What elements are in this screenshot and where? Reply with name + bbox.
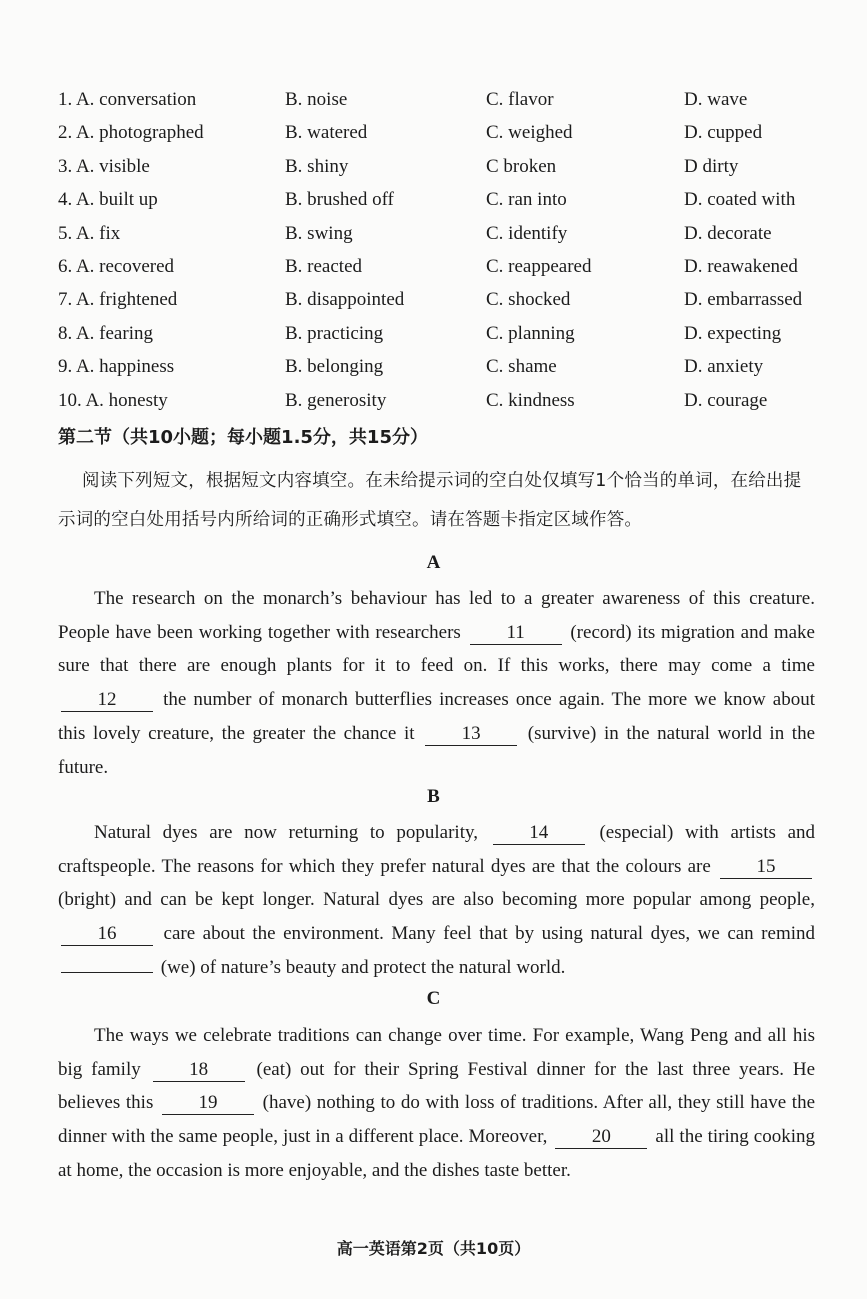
option-7-b: B. disappointed — [285, 289, 405, 311]
option-row — [58, 220, 818, 253]
passage-c-text-2: (eat) out for their Spring Festival dinner for the last three years. He believes this — [58, 1058, 816, 1114]
option-8-c: C. planning — [486, 322, 575, 344]
option-5-b: B. swing — [285, 222, 353, 244]
option-7-a: 7. A. frightened — [58, 289, 178, 311]
option-row — [58, 286, 818, 319]
option-row — [58, 153, 818, 186]
section-instructions: 阅读下列短文，根据短文内容填空。在未给提示词的空白处仅填写1个恰当的单词，在给出提示词的空白处用括号内所给词的正确形式填空。请在答题卡指定区域作答。 — [58, 471, 802, 530]
passage-b-text-1: Natural dyes are now returning to popularity, — [94, 822, 479, 843]
passage-a — [58, 582, 815, 784]
option-3-b: B. shiny — [285, 155, 349, 177]
option-1-c: C. flavor — [486, 89, 554, 110]
blank-11[interactable]: 11 — [470, 622, 562, 645]
option-8-b: B. practicing — [285, 322, 384, 344]
passage-b-text-3: (bright) and can be kept longer. Natural dyes are also becoming more popular among people, — [58, 889, 815, 911]
option-10-d: D. courage — [684, 389, 768, 411]
blank-13[interactable]: 13 — [425, 723, 517, 746]
blank-19[interactable]: 19 — [162, 1092, 254, 1115]
option-2-b: B. watered — [285, 122, 368, 144]
option-9-d: D. anxiety — [684, 356, 764, 378]
section-heading: 第二节（共10小题；每小题1.5分，共15分） — [58, 427, 428, 448]
option-row — [58, 86, 818, 119]
passage-a-text-1: The research on the monarch’s behaviour has led to a greater awareness of this creature. People have been working together with researchers — [58, 588, 815, 643]
option-3-a: 3. A. visible — [58, 155, 150, 177]
blank-15[interactable]: 15 — [720, 856, 812, 879]
option-6-a: 6. A. recovered — [58, 255, 175, 277]
option-6-d: D. reawakened — [684, 255, 798, 277]
option-row — [58, 320, 818, 353]
option-5-d: D. decorate — [684, 222, 772, 244]
option-9-a: 9. A. happiness — [58, 356, 175, 378]
option-3-c: C broken — [486, 155, 557, 177]
option-row — [58, 353, 818, 386]
blank-12[interactable]: 12 — [61, 689, 153, 712]
option-8-a: 8. A. fearing — [58, 322, 153, 344]
option-5-c: C. identify — [486, 222, 568, 244]
passage-b-text-5: (we) of nature’s beauty and protect the natural world. — [160, 956, 566, 978]
option-9-b: B. belonging — [285, 356, 384, 378]
passage-c-title: C — [426, 988, 441, 1009]
passage-a-text-3: the number of monarch butterflies increases once again. The more we know about this lovely creature, the greater the chance it — [58, 689, 815, 744]
option-2-c: C. weighed — [486, 122, 573, 144]
passage-a-title: A — [426, 552, 441, 573]
option-row — [58, 387, 818, 420]
passage-c — [58, 1019, 815, 1188]
option-8-d: D. expecting — [684, 322, 782, 344]
passage-b-text-4: care about the environment. Many feel that by using natural dyes, we can remind — [163, 923, 816, 945]
option-4-b: B. brushed off — [285, 189, 394, 211]
passage-b — [58, 816, 815, 985]
option-6-b: B. reacted — [285, 255, 363, 277]
option-row — [58, 186, 818, 219]
option-5-a: 5. A. fix — [58, 222, 121, 244]
page-footer: 高一英语第2页（共10页） — [336, 1239, 531, 1258]
option-10-a: 10. A. honesty — [58, 389, 168, 411]
option-1-b: B. noise — [285, 89, 348, 110]
option-10-c: C. kindness — [486, 389, 575, 411]
option-4-c: C. ran into — [486, 189, 567, 211]
passage-c-text-3: (have) nothing to do with loss of traditions. After all, they still have the dinner with the same people, just in a different place. Moreover, — [58, 1092, 816, 1148]
option-7-c: C. shocked — [486, 289, 571, 311]
passage-a-text-2: (record) its migration and make sure that there are enough plants for it to feed on. If this works, there may come a time — [58, 621, 815, 677]
option-6-c: C. reappeared — [486, 255, 592, 277]
blank-20[interactable]: 20 — [555, 1126, 647, 1149]
option-2-a: 2. A. photographed — [58, 122, 204, 144]
option-3-d: D dirty — [684, 155, 739, 177]
option-10-b: B. generosity — [285, 389, 387, 411]
passage-b-title: B — [427, 786, 440, 807]
passage-a-text-4: (survive) in the natural world in the future. — [58, 722, 816, 778]
blank-17[interactable] — [61, 972, 153, 973]
blank-18[interactable]: 18 — [153, 1059, 245, 1082]
option-2-d: D. cupped — [684, 122, 763, 144]
option-row — [58, 119, 818, 152]
blank-14[interactable]: 14 — [493, 822, 585, 845]
option-7-d: D. embarrassed — [684, 289, 803, 311]
passage-c-text-4: all the tiring cooking at home, the occasion is more enjoyable, and the dishes taste better. — [58, 1126, 815, 1181]
passage-c-text-1: The ways we celebrate traditions can change over time. For example, Wang Peng and all his big family — [58, 1025, 815, 1080]
option-4-a: 4. A. built up — [58, 189, 158, 211]
options-table — [58, 86, 818, 420]
option-4-d: D. coated with — [684, 189, 796, 211]
blank-16[interactable]: 16 — [61, 923, 153, 946]
passage-b-text-2: (especial) with artists and craftspeople. The reasons for which they prefer natural dyes are that the colours are — [58, 822, 816, 877]
option-1-d: D. wave — [684, 89, 748, 110]
option-1-a: 1. A. conversation — [58, 89, 197, 110]
option-9-c: C. shame — [486, 356, 557, 378]
option-row — [58, 253, 818, 286]
